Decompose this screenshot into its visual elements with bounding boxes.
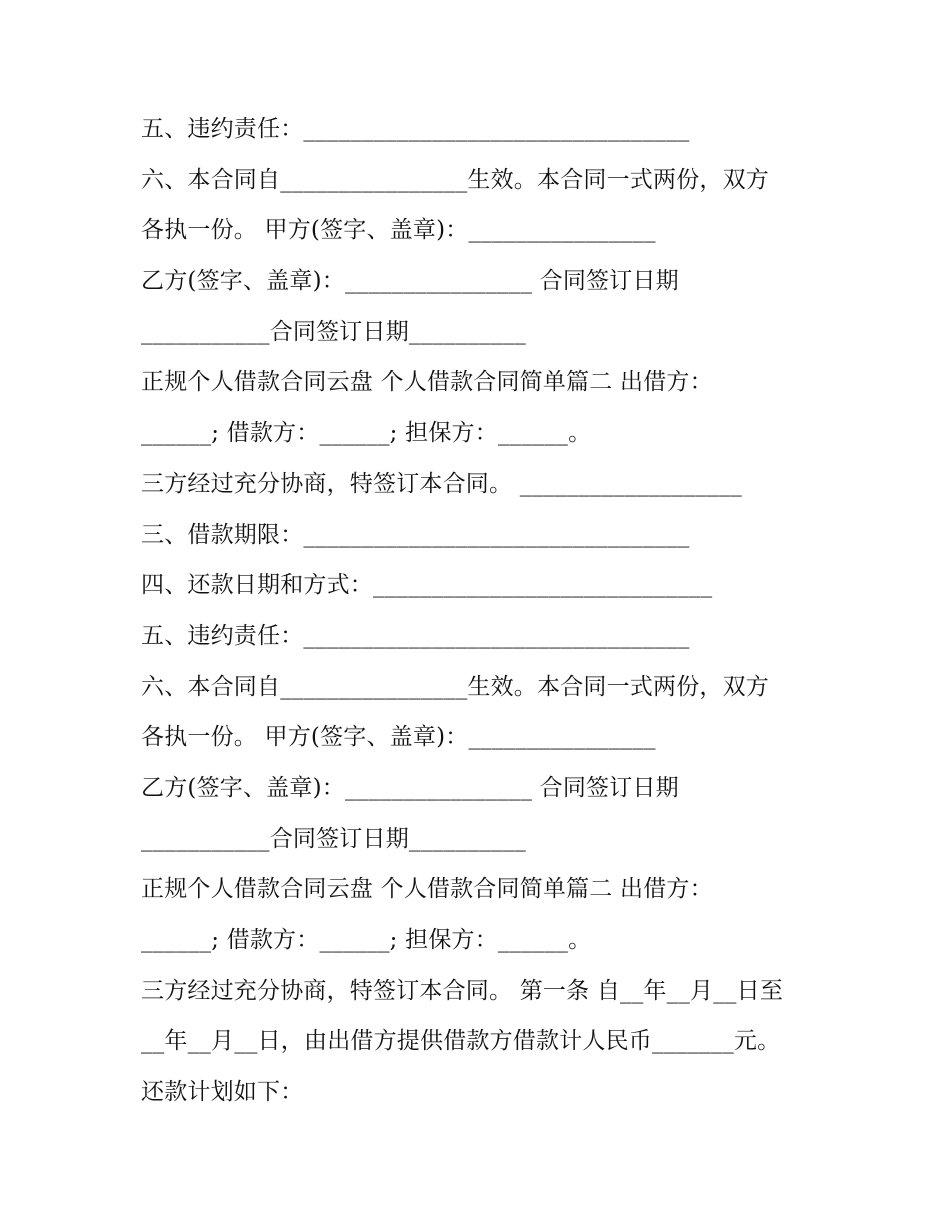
text-line: 四、还款日期和方式：_____________________________ (141, 572, 713, 599)
text-line: 正规个人借款合同云盘 个人借款合同简单篇二 出借方： (141, 876, 713, 903)
text-line: 乙方(签字、盖章)：________________ 合同签订日期 (141, 774, 679, 801)
text-line: ___________合同签订日期__________ (141, 825, 526, 852)
document-body (141, 104, 821, 1118)
text-line: ______; 借款方：______; 担保方：______。 (141, 927, 592, 953)
text-line: 乙方(签字、盖章)：________________ 合同签订日期 (141, 268, 679, 295)
text-line: 三方经过充分协商，特签订本合同。 ___________________ (141, 470, 743, 497)
text-line: ______; 借款方：______; 担保方：______。 (141, 420, 592, 447)
text-line: 还款计划如下： (141, 1079, 304, 1106)
text-line: __年__月__日，由出借方提供借款方借款计人民币_______元。 (141, 1028, 781, 1055)
text-line: 三方经过充分协商，特签订本合同。 第一条 自__年__月__日至 (141, 977, 784, 1004)
text-line: 五、违约责任：_________________________________ (141, 116, 690, 142)
text-line: 各执一份。 甲方(签字、盖章)：________________ (141, 217, 656, 244)
text-line: 正规个人借款合同云盘 个人借款合同简单篇二 出借方： (141, 369, 713, 396)
text-line: 各执一份。 甲方(签字、盖章)：________________ (141, 724, 656, 751)
text-line: 六、本合同自________________生效。本合同一式两份，双方 (141, 166, 769, 193)
text-line: 五、违约责任：_________________________________ (141, 622, 690, 649)
text-line: 三、借款期限：_________________________________ (141, 521, 690, 548)
text-line: ___________合同签订日期__________ (141, 318, 526, 345)
text-line: 六、本合同自________________生效。本合同一式两份，双方 (141, 673, 769, 700)
